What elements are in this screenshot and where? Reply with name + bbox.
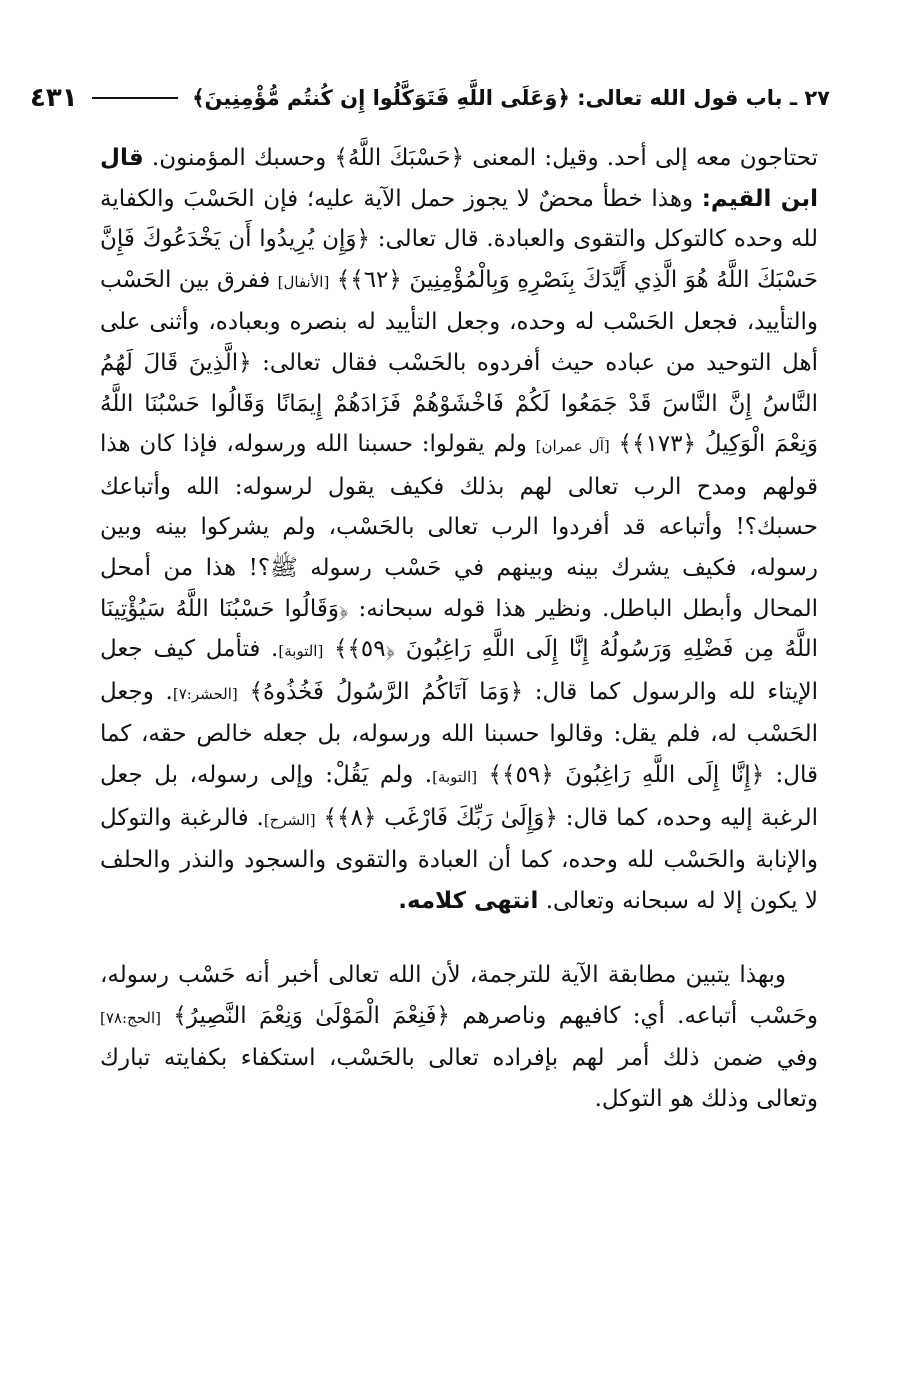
bold-text: قال ابن القيم: (100, 145, 819, 212)
running-header (30, 78, 830, 118)
page-number: ٤٣١ (30, 83, 78, 113)
verse-reference: [آل عمران] (535, 437, 610, 456)
chapter-title: ٢٧ ـ باب قول الله تعالى: ﴿وَعَلَى اللَّهِ فَتَوَكَّلُوا إِن كُنتُم مُّؤْمِنِينَ﴾ (192, 86, 830, 110)
text-segment: تحتاجون معه إلى أحد. وقيل: المعنى ﴿حَسْبَكَ اللَّهُ﴾ وحسبك المؤمنون. (143, 145, 818, 171)
verse-reference: [التوبة] (278, 642, 324, 661)
bold-text: انتهى كلامه. (398, 887, 539, 914)
text-segment: . ولم يَقُلْ: وإلى رسوله، بل جعل الرغبة إليه وحده، كما قال: ﴿وَإِلَىٰ رَبِّكَ فَارْغَب ﴿٨﴾﴾ (100, 761, 818, 831)
paragraph (100, 138, 818, 921)
verse-reference: [الحج:٧٨] (100, 1008, 161, 1027)
paragraph (100, 955, 818, 1119)
body-text (100, 138, 818, 1120)
text-segment: وفي ضمن ذلك أمر لهم بإفراده تعالى بالحَسْب، استكفاء بكفايته تبارك وتعالى وذلك هو التوكل. (100, 1045, 818, 1113)
verse-reference: [التوبة] (432, 767, 478, 786)
text-segment: . فتأمل كيف جعل الإيتاء لله والرسول كما قال: ﴿وَمَا آتَاكُمُ الرَّسُولُ فَخُذُوهُ﴾ (100, 636, 818, 705)
text-segment: وبهذا يتبين مطابقة الآية للترجمة، لأن الله تعالى أخبر أنه حَسْب رسوله، وحَسْب أتباعه. أي: كافيهم وناصرهم ﴿فَنِعْمَ الْمَوْلَىٰ وَنِعْمَ النَّصِيرُ﴾ (100, 962, 818, 1029)
text-segment: ولم يقولوا: حسبنا الله ورسوله، فإذا كان هذا قولهم ومدح الرب تعالى لهم بذلك فكيف يقول لرسوله: الله وأتباعك حسبك؟! وأتباعه قد أفردوا الرب تعالى بالحَسْب، ولم يشركوا بينه وبين رسوله، فكيف يشرك بينه وبينهم في حَسْب رسوله ﷺ؟! هذا من أمحل المحال وأبطل الباطل. ونظير هذا قوله سبحانه: ﴿وَقَالُوا حَسْبُنَا اللَّهُ سَيُؤْتِينَا اللَّهُ مِن فَضْلِهِ وَرَسُولُهُ إِنَّا إِلَى اللَّهِ رَاغِبُونَ ﴿٥٩﴾﴾ (100, 431, 819, 663)
verse-reference: [الحشر:٧] (172, 684, 238, 703)
header-rule (92, 97, 179, 99)
text-segment: . وجعل الحَسْب له، فلم يقل: وقالوا حسبنا الله ورسوله، بل جعله خالص حقه، كما قال: ﴿إِنَّا إِلَى اللَّهِ رَاغِبُونَ ﴿٥٩﴾﴾ (100, 678, 819, 788)
text-segment: . فالرغبة والتوكل والإنابة والحَسْب لله وحده، كما أن العبادة والتقوى والسجود والنذر والحلف لا يكون إلا له سبحانه وتعالى. (100, 804, 818, 914)
text-segment: وهذا خطأ محضٌ لا يجوز حمل الآية عليه؛ فإن الحَسْبَ والكفاية لله وحده كالتوكل والتقوى والعبادة. قال تعالى: ﴿وَإِن يُرِيدُوا أَن يَخْدَعُوكَ فَإِنَّ حَسْبَكَ اللَّهُ هُوَ الَّذِي أَيَّدَكَ بِنَصْرِهِ وَبِالْمُؤْمِنِينَ ﴿٦٢﴾﴾ (100, 185, 819, 293)
text-segment: ففرق بين الحَسْب والتأييد، فجعل الحَسْب له وحده، وجعل التأييد له بنصره وبعباده، وأثنى على أهل التوحيد من عباده حيث أفردوه بالحَسْب فقال تعالى: ﴿الَّذِينَ قَالَ لَهُمُ النَّاسُ إِنَّ النَّاسَ قَدْ جَمَعُوا لَكُمْ فَاخْشَوْهُمْ فَزَادَهُمْ إِيمَانًا وَقَالُوا حَسْبُنَا اللَّهُ وَنِعْمَ الْوَكِيلُ ﴿١٧٣﴾﴾ (100, 266, 818, 458)
verse-reference: [الشرح] (263, 810, 316, 829)
verse-reference: [الأنفال] (277, 272, 330, 291)
